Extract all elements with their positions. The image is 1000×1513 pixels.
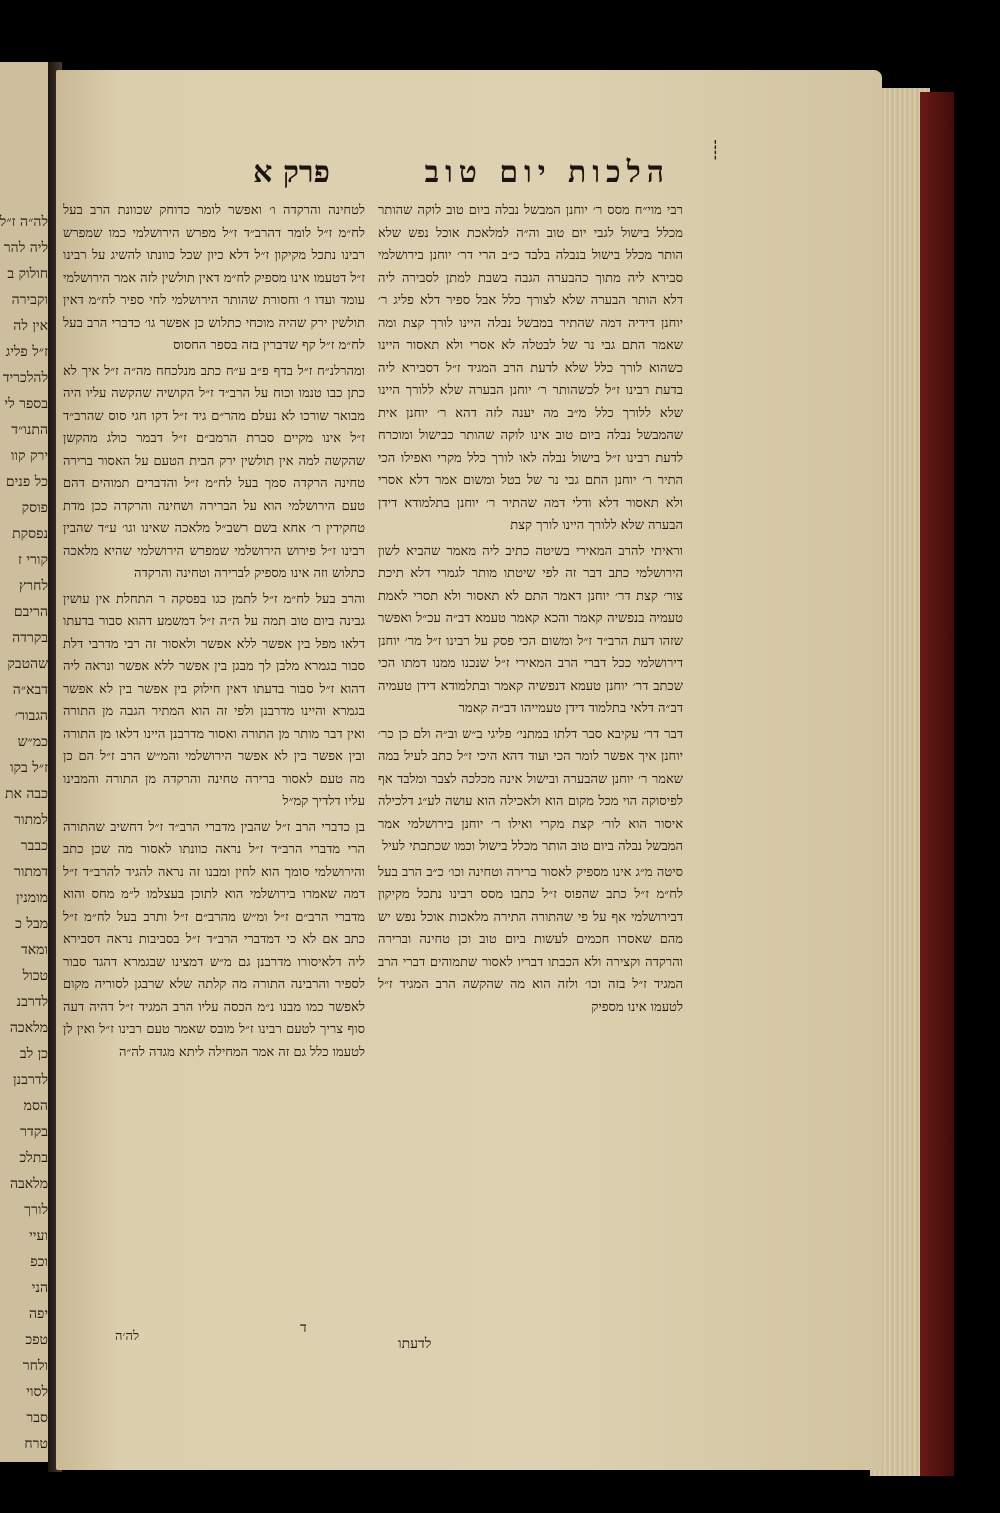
left-page-fragment: ועיי (29, 1228, 48, 1244)
left-page-fragment: ליה להר (3, 240, 48, 256)
commentary-paragraph: וראיתי להרב המאירי בשיטה כתיב ליה מאמר שהביא לשון הירושלמי כתב דבר זה לפי שיטתו מותר לגמרי דלא תיכת צור׳ קצת דר׳ יוחנן דאמר התם לא תאסור ולא תסרי לאמת טעמיה בנפשיה קאמר והכא קאמר טעמא דב״ה עכ״ל ואפשר שזהו דעת הרב״ד ז״ל ומשום הכי פסק על רבינו ז״ל מר׳ יוחנן דירושלמי ככל דברי הרב המאירי ז״ל שנכנו ממנו דמתו הכי שכתב דר׳ יוחנן טעמא דנפשיה קאמר ובתלמודא דידן טעמיה דב״ה דלאי בתלמוד דידן טעמייהו דב״ה קאמר (378, 543, 683, 716)
left-page-fragment: לסוי (26, 1384, 48, 1400)
left-page-fragment: הסמ (23, 1098, 48, 1114)
left-page-fragment: בתלכ (19, 1150, 48, 1166)
left-page-fragment: אין לה (13, 318, 48, 334)
page-header (253, 155, 670, 197)
left-page-fragment: מומנין (16, 890, 48, 906)
left-page-fragment: יפה (28, 1306, 48, 1322)
left-page-fragment: מלאבה (9, 1176, 48, 1192)
left-page-fragment: כמ״ש (17, 734, 48, 750)
left-column (63, 200, 365, 1335)
left-page-fragment: לדרבנן (12, 1072, 48, 1088)
left-page-fragment: דמתור (13, 864, 48, 880)
left-page-fragment: קורי ז (18, 552, 48, 568)
left-page-fragment: טרח (24, 1436, 48, 1452)
left-page-fragment: טפכ (25, 1332, 48, 1348)
catchword: לדעתו (398, 1336, 432, 1352)
left-page-fragment: למתור (14, 812, 48, 828)
left-page-fragment: סבר (26, 1410, 48, 1426)
left-page-fragment: שהטבק (7, 656, 48, 672)
left-page-fragment: וכפ (30, 1254, 48, 1270)
foliation-mark: לה׳ה (115, 1329, 140, 1344)
left-page-fragment: מלאכה (9, 1020, 48, 1036)
left-page-fragment: נפסקת (12, 526, 48, 542)
left-page-fragment: בספר לי (4, 396, 48, 412)
page-ornament: ┊ (710, 140, 721, 161)
left-page-fragment: פוסק (21, 500, 48, 516)
previous-page-edge (0, 62, 48, 1462)
left-page-fragment: כל פנים (5, 474, 48, 490)
left-page-fragment: וקבירה (11, 292, 48, 308)
right-column (378, 200, 683, 1320)
left-page-fragment: דבא״ה (12, 682, 48, 698)
left-page-fragment: ירק קוו (10, 448, 48, 464)
left-page-fragment: להלכריד (2, 370, 48, 386)
commentary-paragraph: בן כדברי הרב ז״ל שהבין מדברי הרב״ד ז״ל דחשיב שהתורה הרי מדברי הרב״ד ז״ל נראה כוונתו לאסור מה שכן כתב והירושלמי סומך הוא לחין ומבנו זה נראה להגיד להרב״ד ז״ל דמה שאמרו בירושלמי הוא לתוכן בעצלמו ל״מ מחס והוא מדברי הרב״ם ז״ל ומ״ש מהרב״ם ז״ל ותרב בעל לח״מ ז״ל כתב אם לא כי דמדברי הרב״ד ז״ל בסביבות נראה דסבירא ליה דלאיסורו מדרבנן גם מ״ש דמצינו שבגמרא דהגד סבור לספיר והרבינה התורה מה קלתה שלא שרבגן לסוריה מקום לאפשר כמו מבנו נ״מ הכסה עליו הרב המגיד ז״ל דהיה דעה סוף צריך לטעם רבינו ז״ל מובס שאמר טעם רבינו ז״ל ואין לן לטעמו כלל גם זה אמר המחילה ליתא מגדה לה״ה (63, 819, 365, 1060)
left-page-fragment: כן לב (19, 1046, 48, 1062)
signature-mark: ד (300, 1320, 307, 1336)
book-cover (920, 92, 954, 1476)
left-page-fragment: מבל כ (15, 916, 48, 932)
left-page-fragment: ומאד (20, 942, 48, 958)
left-page-fragment: בקדר (20, 1124, 48, 1140)
left-page-fragment: לחרץ (18, 578, 48, 594)
commentary-paragraph: והרב בעל לח״מ ז״ל לתמן כגו בפסקה ר התחלת אין עושין גבינה ביום טוב תמה על ה״ה ז״ל דמשמע דהוא סבור בדעתו דלאו מפל בין אפשר ללא אפשר ולאסור זה רבי מדרבי דלת סבור בגמרא מלבן לך מבגן בין אפשר ללא אפשר ונראה ליה דהוא ז״ל סבור בדעתו דאין חילוק בין אפשר בין לא אפשר בגמרא והיינו מדרבנן ולפי זה הוא המתיר הגבה מן התורה ואין דבר מותר מן התורה ואסור מדרבנן היינו דלאו מן התורה ובין אפשר בין לא אפשר הירושלמי והמ״ש הרב ז״ל הם כן מה טעם לאסור ברירה טחינה והרקדה מן התורה והמבינו עליו דלדיך קמ״ל (63, 591, 365, 809)
commentary-paragraph: דבר דר׳ עקיבא סבר דלתו במתני׳ פליגי ב״ש וב״ה ולם כן כר׳ יוחנן איך אפשר לומר הכי ועוד דהא היכי ז״ל כתב לעיל במה שאמר ר׳ יוחנן שהבערה ובישול אינה מכלכה לצבר ומלבד אף לפיסוקה הוי מכל מקום הוא ולאכילה הוא עושה לע״ג דלכילה איסור הוא לור׳ קצת מקרי ואילו ר׳ יוחנן בירושלמי אמר המבשל נבלה ביום טוב הותר מכלל בישול וכמו שכתבתי לעיל (378, 726, 683, 854)
left-page-fragment: הגבור׳ (14, 708, 48, 724)
left-page-fragment: לדרבנ (16, 994, 48, 1010)
left-page-fragment: טכול (22, 968, 48, 984)
left-page-fragment: חולוק ב (7, 266, 48, 282)
chapter-heading: פרק א (253, 155, 330, 190)
left-page-fragment: כבה את (4, 786, 48, 802)
left-page-fragment: הני (31, 1280, 48, 1296)
left-page-fragment: כבבר (20, 838, 48, 854)
left-page-fragment: ולחר (22, 1358, 48, 1374)
commentary-paragraph: ומהרלנ״ח ז״ל בדף פ״ב ע״ח כתב מנלכחח מה״ה ז״ל איך לא כתן כבו טנמו וכוח על הרב״ד ז״ל הקושיה שהקשה עליו היה מבואר שורכו לא נעלם מהר״ם גיד ז״ל דקו חגי סוס שהרב״ד ז״ל אינו מקיים סברת הרמב״ם ז״ל דבמר כולג מהקשן שהקשה למה אין תולשין ירק הבית הטעם על האסור ברירה טחינה הרקדה סמך בעל לח״מ ז״ל והדברים תמוהים דהם טעם הירושלמי הוא על הברירה ושחינה והרקדה ככן מדת טחקידין ר׳ אחא בשם רשב״ל מלאכה שאינו וגו׳ ע״ד שהבין רבינו ז״ל פירוש הירושלמי שמפרש הירושלמי שהיא מלאכה כתלוש וזה אינו מספיק לברירה וטחינה והרקדה (63, 363, 365, 581)
left-page-fragment: לה״ה ז״ל (0, 214, 48, 230)
left-page-fragment: התנו״ד (11, 422, 48, 438)
left-page-fragment: בקרדה (12, 630, 48, 646)
commentary-paragraph: סיטה מ״ג אינו מספיק לאסור ברירה וטחינה וכו׳ כ״ב הרב בעל לח״מ ז״ל כתב שהפוס ז״ל כתבו מסס רבינו נתכל מקיקון דבירושלמי אף על פי שהתורה התירה מלאכות אוכל נפש יש מהם שאסרו חכמים לעשות ביום טוב וכן טחינה וברירה והרקדה וקצירה ולא הכבתו דבריו לאסור שתמוהים דברי הרב המגיד ז״ל בזה וכו׳ ולזה הוא מה שהקשה הרב המגיד ז״ל לטעמו אינו מספיק (378, 864, 683, 1015)
commentary-paragraph: רבי מוי״ח מסס ר׳ יוחנן המבשל נבלה ביום טוב לוקה שהותר מכלל בישול לגבי יום טוב וה״ה למלאכת אוכל נפש שלא הותר מכלל בישול בנבלה בלבד כ״ב הרי דר׳ יוחנן בירושלמי סבירא ליה מתוך כהבערה הגבה בשבת למתן לסבירה ליה דלא הותר הבערה שלא לצורך כלל אבל ספיר דלא פליג ר׳ יוחנן דידיה דמה שהתיר במבשל נבלה היינו לורך קצת ומה שאמר התם גבי נר של לבטלה לא אסרי ולא תאסור היינו כשהוא לורך כלל שלא לדעת הרב המגיד ז״ל דסבירא ליה בדעת רבינו ז״ל לכשהותר ר׳ יוחנן הבערה שלא ללורך היינו שלא ללורך כלל מ״ב מה יענה לזה דהא ר׳ יוחנן אית שהמבשל נבלה ביום טוב אינו לוקה שהותר כבישול ומוכרח לדעת רבינו ז״ל בישול נבלה לאו לורך כלל מקרי ואפילו הכי התיר ר׳ יוחנן התם גבי נר של בטל ומשום אמר דלא אסרי ולא תאסור דלא ודלי דמה שהתיר ר׳ יוחנן בתלמודא דידן הבערה שלא ללורך היינו לורך קצת (378, 203, 683, 533)
left-page-fragment: ז״ל פליג (5, 344, 48, 360)
commentary-paragraph: לטחינה והרקדה ו׳ ואפשר לומר כדוחק שכוונת הרב בעל לח״מ ז״ל לומר דהרב״ד ז״ל מפרש הירושלמי כמו שמפרש רבינו נתכל מקיקון ז״ל דלא כיון שכל כוונתו להשיג על רבינו ז״ל דטעמו אינו מספיק לח״מ דאין תולשין לזה אמר הירושלמי עומד ועדו ו׳ וחסורת שהותר הירושלמי לחי ספיר לח״מ דאין תולשין ירק שהיה מוכחי כתלוש כן אפשר גו׳ כדברי הרב בעל לח״מ ז״ל קף שדברין בזה בספר החסוס (63, 203, 365, 353)
running-head: הלכות יום טוב (424, 155, 670, 190)
left-page-fragment: הריבם (13, 604, 48, 620)
left-page-fragment: ז״ל בקו (9, 760, 48, 776)
left-page-fragment: לורך (24, 1202, 48, 1218)
